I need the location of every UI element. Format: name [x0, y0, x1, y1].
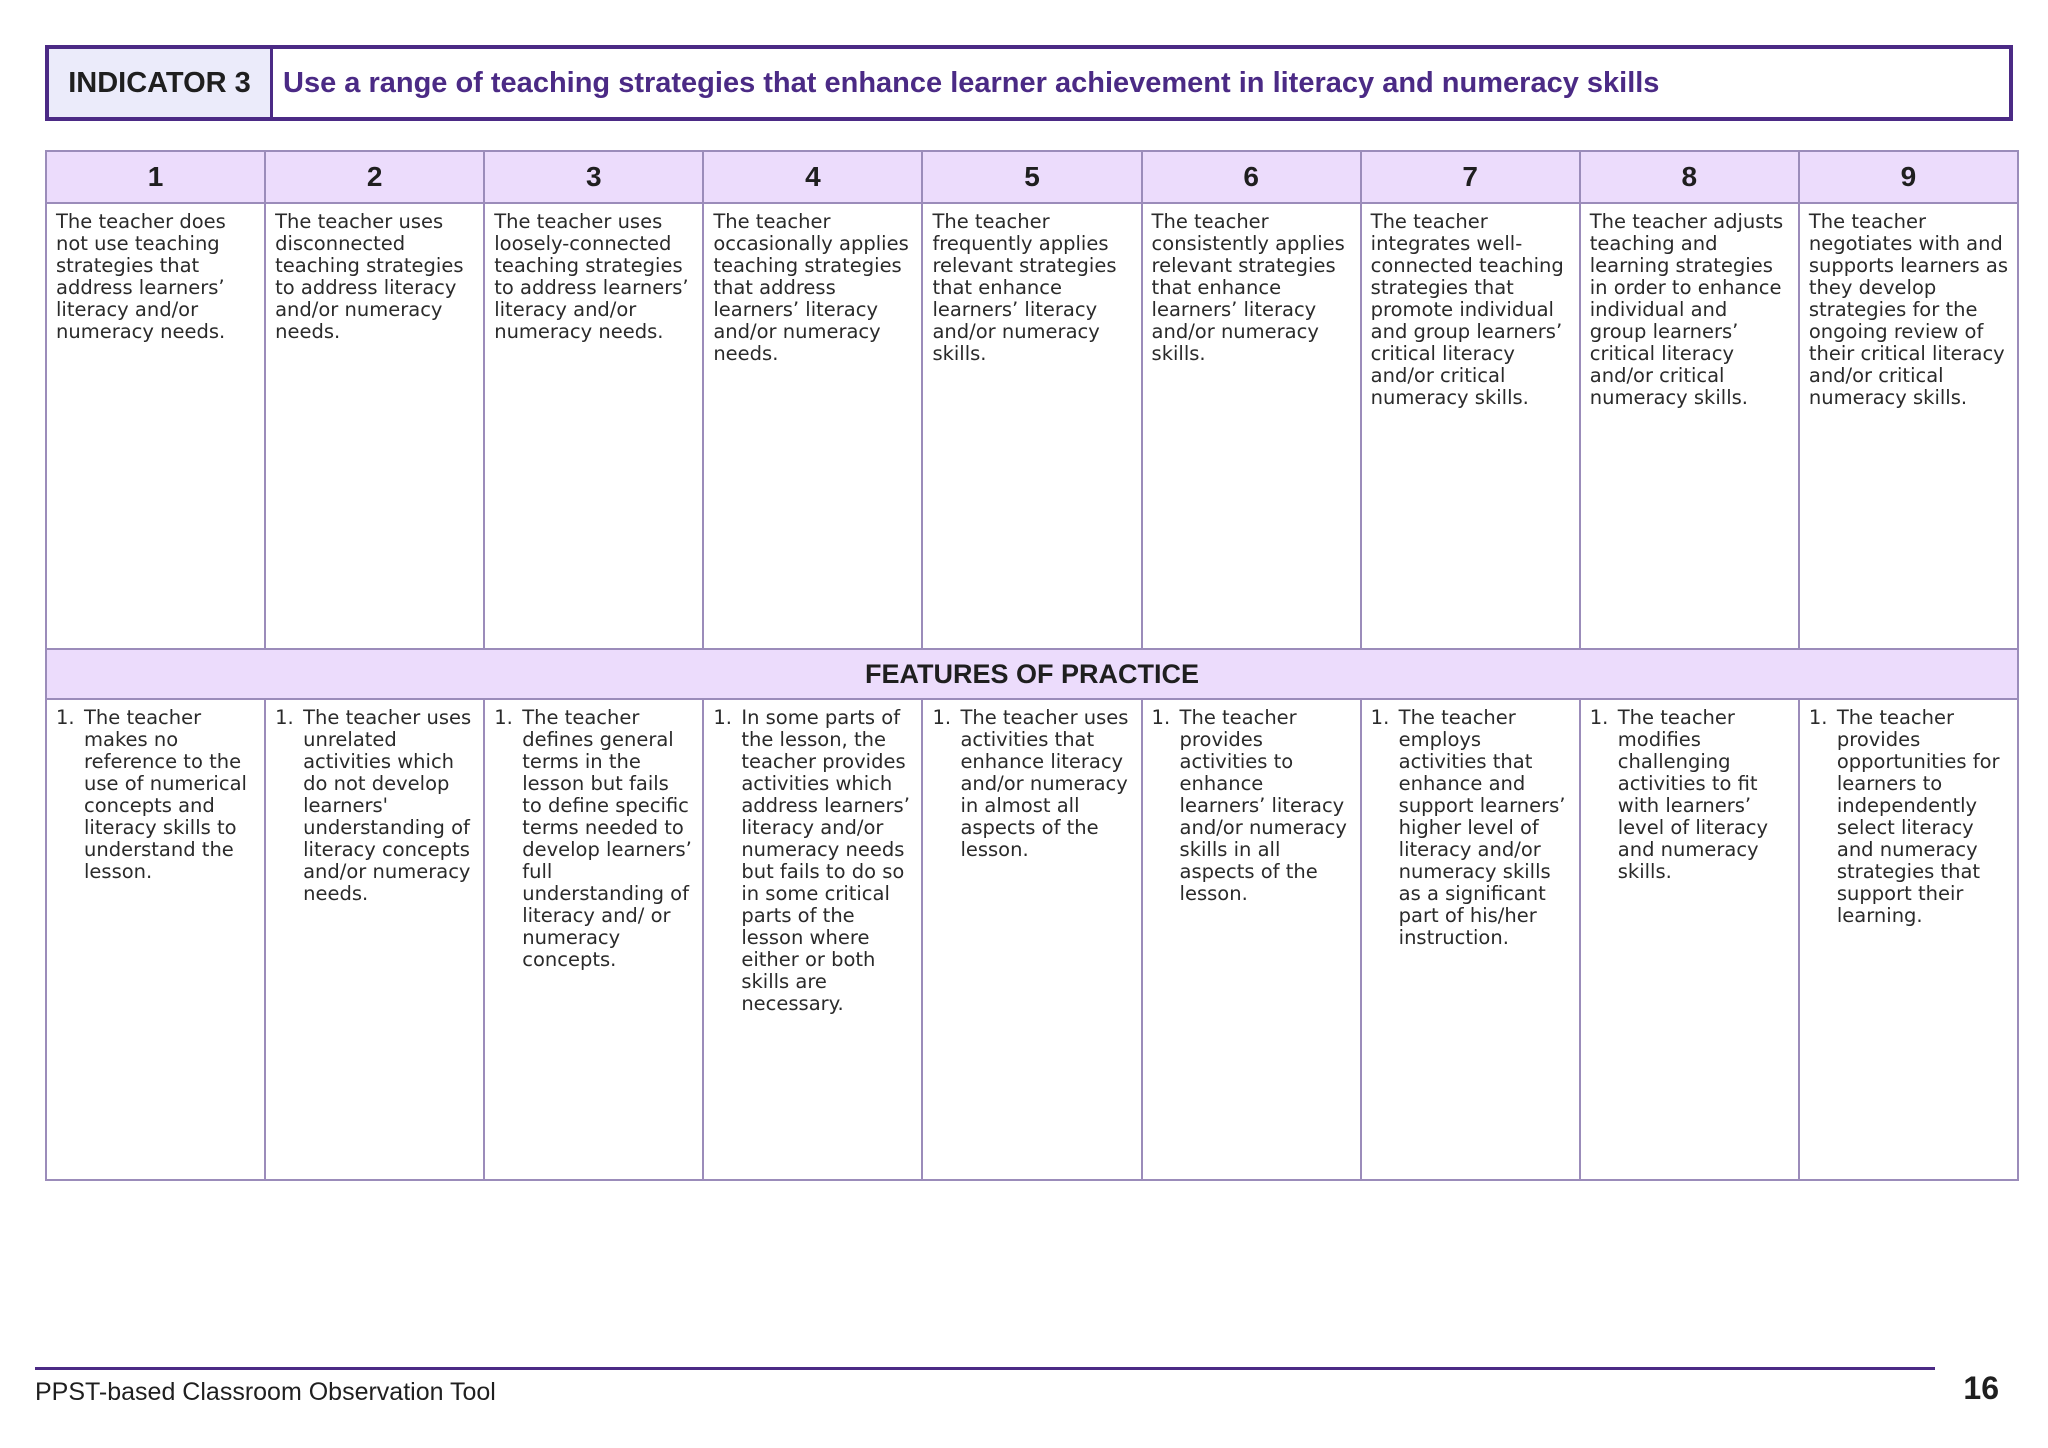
- indicator-title: Use a range of teaching strategies that enhance learner achievement in literacy and numeracy skills: [283, 66, 1660, 99]
- level-header: 5: [922, 151, 1141, 203]
- feature-item: [1590, 707, 1790, 883]
- feature-item: [1371, 707, 1571, 949]
- rubric-table: [45, 150, 2019, 1181]
- footer-divider: [35, 1367, 1935, 1370]
- feature-number: 1.: [932, 706, 952, 729]
- page-number: 16: [1963, 1370, 1999, 1406]
- features-heading-row: [46, 649, 2018, 699]
- feature-text: The teacher uses unrelated activities which do not develop learners' understanding of literacy concepts and/or numeracy needs.: [303, 706, 472, 905]
- feature-cell: [1799, 699, 2018, 1180]
- level-header: 1: [46, 151, 265, 203]
- feature-text: The teacher makes no reference to the use of numerical concepts and literacy skills to understand the lesson.: [84, 706, 247, 883]
- features-heading: FEATURES OF PRACTICE: [46, 649, 2018, 699]
- level-descriptor: The teacher negotiates with and supports learners as they develop strategies for the ongoing review of their critical literacy and/or critical numeracy skills.: [1799, 203, 2018, 649]
- level-descriptor: The teacher frequently applies relevant strategies that enhance learners’ literacy and/or numeracy skills.: [922, 203, 1141, 649]
- level-header: 3: [484, 151, 703, 203]
- feature-text: The teacher uses activities that enhance literacy and/or numeracy in almost all aspects of the lesson.: [960, 706, 1129, 861]
- level-header-row: [46, 151, 2018, 203]
- level-header: 4: [703, 151, 922, 203]
- feature-number: 1.: [1370, 706, 1390, 729]
- feature-text: The teacher modifies challenging activities to fit with learners’ level of literacy and numeracy skills.: [1617, 706, 1769, 883]
- feature-item: [56, 707, 256, 883]
- level-descriptor: The teacher uses disconnected teaching strategies to address literacy and/or numeracy needs.: [265, 203, 484, 649]
- feature-number: 1.: [1808, 706, 1828, 729]
- feature-item: [713, 707, 913, 1015]
- level-header: 8: [1580, 151, 1799, 203]
- feature-text: The teacher defines general terms in the lesson but fails to define specific terms needed to develop learners’ full understanding of literacy and/ or numeracy concepts.: [522, 706, 692, 971]
- feature-item: [275, 707, 475, 905]
- feature-cell: [46, 699, 265, 1180]
- level-descriptor: The teacher does not use teaching strategies that address learners’ literacy and/or numeracy needs.: [46, 203, 265, 649]
- feature-item: [1152, 707, 1352, 905]
- features-row: [46, 699, 2018, 1180]
- indicator-label: INDICATOR 3: [49, 49, 273, 117]
- feature-item: [1809, 707, 2009, 927]
- descriptor-row: [46, 203, 2018, 649]
- level-header: 9: [1799, 151, 2018, 203]
- indicator-header: [45, 45, 2013, 121]
- level-descriptor: The teacher consistently applies relevant strategies that enhance learners’ literacy and/or numeracy skills.: [1142, 203, 1361, 649]
- feature-number: 1.: [494, 706, 513, 729]
- feature-text: The teacher provides opportunities for learners to independently select literacy and numeracy strategies that support their learning.: [1836, 706, 2000, 927]
- level-header: 7: [1361, 151, 1580, 203]
- feature-text: The teacher employs activities that enhance and support learners’ higher level of literacy and/or numeracy skills as a significant part of his/her instruction.: [1398, 706, 1566, 949]
- feature-cell: [1361, 699, 1580, 1180]
- feature-number: 1.: [1151, 706, 1171, 729]
- feature-cell: [1580, 699, 1799, 1180]
- feature-cell: [265, 699, 484, 1180]
- feature-text: In some parts of the lesson, the teacher provides activities which address learners’ literacy and/or numeracy needs but fails to do so in some critical parts of the lesson where either or both skills are necessary.: [741, 706, 910, 1015]
- feature-text: The teacher provides activities to enhance learners’ literacy and/or numeracy skills in all aspects of the lesson.: [1179, 706, 1347, 905]
- feature-number: 1.: [1589, 706, 1609, 729]
- level-descriptor: The teacher occasionally applies teaching strategies that address learners’ literacy and/or numeracy needs.: [703, 203, 922, 649]
- level-header: 6: [1142, 151, 1361, 203]
- feature-number: 1.: [275, 706, 294, 729]
- level-descriptor: The teacher integrates well-connected teaching strategies that promote individual and group learners’ critical literacy and/or critical numeracy skills.: [1361, 203, 1580, 649]
- feature-cell: [1142, 699, 1361, 1180]
- feature-number: 1.: [56, 706, 75, 729]
- feature-number: 1.: [713, 706, 732, 729]
- level-header: 2: [265, 151, 484, 203]
- feature-item: [932, 707, 1132, 861]
- feature-cell: [703, 699, 922, 1180]
- feature-item: [494, 707, 694, 971]
- footer-title: PPST-based Classroom Observation Tool: [35, 1378, 496, 1406]
- level-descriptor: The teacher adjusts teaching and learning strategies in order to enhance individual and group learners’ critical literacy and/or critical numeracy skills.: [1580, 203, 1799, 649]
- feature-cell: [484, 699, 703, 1180]
- level-descriptor: The teacher uses loosely-connected teaching strategies to address learners’ literacy and/or numeracy needs.: [484, 203, 703, 649]
- feature-cell: [922, 699, 1141, 1180]
